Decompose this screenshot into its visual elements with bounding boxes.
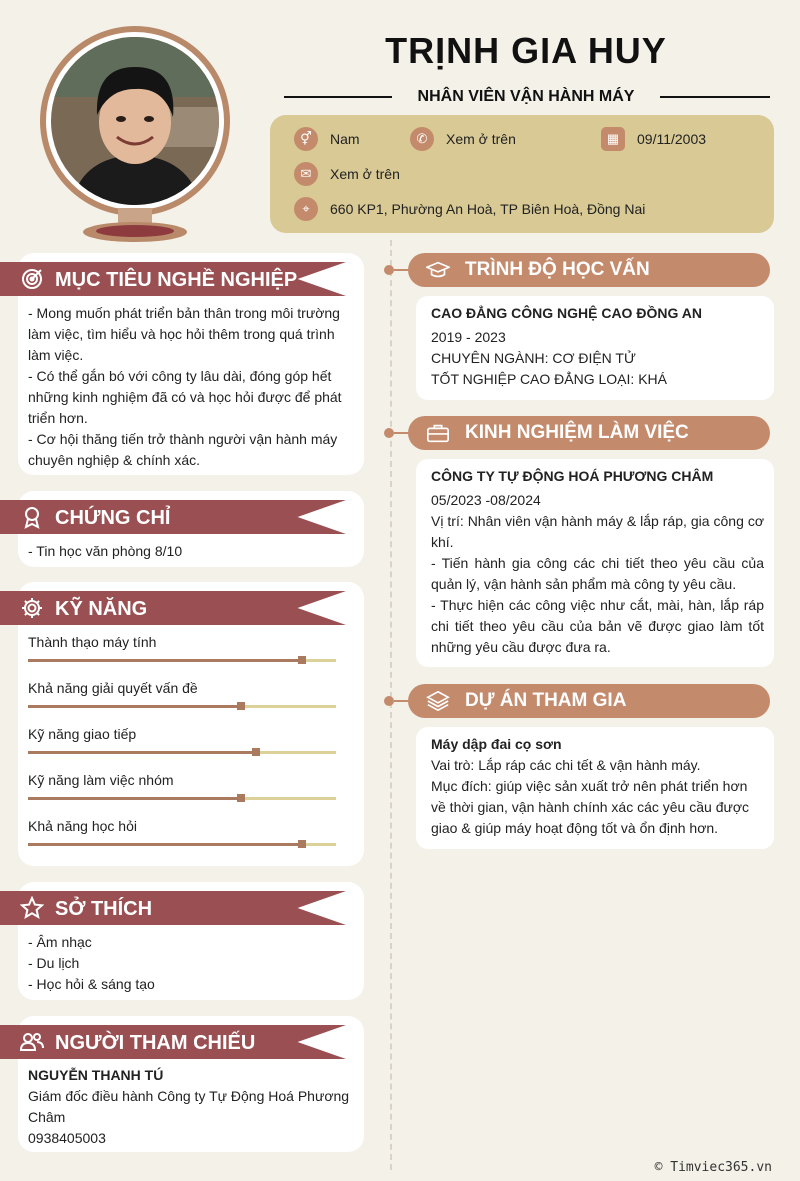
- reference-heading: NGƯỜI THAM CHIẾU: [55, 1032, 256, 1054]
- reference-details: [28, 1065, 358, 1149]
- footer-credit: © Timviec365.vn: [654, 1160, 772, 1175]
- layers-icon: [426, 689, 450, 713]
- text-line: làm việc.: [28, 347, 84, 363]
- project-role: Vai trò: Lắp ráp các chi tết & vận hành máy.: [431, 757, 701, 773]
- text-line: - Cơ hội thăng tiến trở thành người vận hành máy: [28, 431, 338, 447]
- avatar: [40, 26, 230, 244]
- skills-heading: KỸ NĂNG: [55, 598, 148, 620]
- education-period: 2019 - 2023: [431, 329, 506, 345]
- location-pin-icon: ⌖: [294, 197, 318, 221]
- award-icon: [18, 503, 46, 531]
- briefcase-icon: [426, 421, 450, 445]
- experience-position: Vị trí: Nhân viên vận hành máy & lắp ráp, gia công cơ khí.: [431, 513, 764, 550]
- skill-bar-fill: [28, 751, 256, 754]
- reference-role: Châm: [28, 1109, 66, 1125]
- experience-duty: - Tiến hành gia công các chi tiết theo yêu cầu của quản lý, vận hành sản phẩm mà công ty yêu cầu.: [431, 555, 764, 592]
- skill-label: Kỹ năng giao tiếp: [28, 726, 137, 742]
- phone-icon: ✆: [410, 127, 434, 151]
- star-icon: [18, 894, 46, 922]
- experience-header: [408, 416, 770, 450]
- job-title: NHÂN VIÊN VẬN HÀNH MÁY: [417, 88, 635, 105]
- skill-bar: [28, 797, 336, 800]
- users-icon: [18, 1028, 46, 1056]
- projects-header: [408, 684, 770, 718]
- timeline-dot: [384, 265, 394, 275]
- envelope-icon: ✉: [294, 162, 318, 186]
- skill-bar-knob: [298, 840, 306, 848]
- gear-icon: [18, 594, 46, 622]
- hobby-item: - Du lịch: [28, 955, 80, 971]
- objective-heading: MỤC TIÊU NGHỀ NGHIỆP: [55, 269, 298, 291]
- projects-card: [416, 727, 774, 849]
- school-name: CAO ĐẲNG CÔNG NGHỆ CAO ĐỒNG AN: [431, 305, 702, 321]
- skill-bar-knob: [298, 656, 306, 664]
- hobbies-list: [28, 932, 155, 995]
- skill-label: Thành thạo máy tính: [28, 634, 157, 650]
- email-item: [294, 162, 400, 186]
- timeline-dot: [384, 696, 394, 706]
- reference-role: Giám đốc điều hành Công ty Tự Động Hoá Phương: [28, 1088, 350, 1104]
- experience-heading: KINH NGHIỆM LÀM VIỆC: [465, 422, 689, 443]
- gender-icon: ⚥: [294, 127, 318, 151]
- birthday-value: 09/11/2003: [637, 131, 707, 147]
- skill-bar: [28, 659, 336, 662]
- gender-value: Nam: [330, 131, 360, 147]
- graduation-cap-icon: [426, 258, 450, 282]
- text-line: những kinh nghiệm đã có và học hỏi được để phát: [28, 389, 342, 405]
- objective-text: [28, 303, 358, 471]
- hobbies-heading: SỞ THÍCH: [55, 898, 153, 920]
- text-line: chuyên nghiệp & chính xác.: [28, 452, 201, 468]
- skill-bar-knob: [237, 702, 245, 710]
- reference-name: NGUYỄN THANH TÚ: [28, 1067, 164, 1083]
- experience-card: [416, 459, 774, 667]
- timeline-dot: [384, 428, 394, 438]
- contact-info-box: [270, 115, 774, 233]
- projects-heading: DỰ ÁN THAM GIA: [465, 690, 627, 711]
- skill-bar-knob: [252, 748, 260, 756]
- skill-bar: [28, 843, 336, 846]
- skills-banner: [0, 591, 346, 625]
- skill-bar-fill: [28, 797, 241, 800]
- education-header: [408, 253, 770, 287]
- address-value: 660 KP1, Phường An Hoà, TP Biên Hoà, Đồng Nai: [330, 201, 646, 217]
- skill-bar: [28, 751, 336, 754]
- calendar-icon: ▦: [601, 127, 625, 151]
- skill-bar-knob: [237, 794, 245, 802]
- target-icon: [18, 265, 46, 293]
- text-line: - Có thể gắn bó với công ty lâu dài, đóng góp hết: [28, 368, 332, 384]
- project-details: [431, 734, 764, 839]
- hobby-item: - Học hỏi & sáng tạo: [28, 976, 155, 992]
- skill-bar-fill: [28, 705, 241, 708]
- address-item: [294, 197, 645, 221]
- phone-value: Xem ở trên: [446, 131, 516, 147]
- skill-bar-fill: [28, 843, 302, 846]
- skill-label: Khả năng học hỏi: [28, 818, 137, 834]
- project-name: Máy dập đai cọ sơn: [431, 736, 562, 752]
- text-line: làm việc, tìm hiểu và học hỏi thêm trong quá trình: [28, 326, 335, 342]
- skill-label: Khả năng giải quyết vấn đề: [28, 680, 198, 696]
- skill-bar-fill: [28, 659, 302, 662]
- experience-duty: - Thực hiện các công việc như cắt, mài, hàn, lắp ráp chi tiết theo yêu cầu của bản vẽ được giao làm tốt những yêu cầu được đưa ra.: [431, 597, 764, 655]
- candidate-name: TRỊNH GIA HUY: [385, 30, 667, 71]
- education-result: TỐT NGHIỆP CAO ĐẲNG LOẠI: KHÁ: [431, 371, 667, 387]
- divider: [660, 96, 770, 98]
- birthday-item: [601, 127, 706, 151]
- education-details: [431, 303, 764, 390]
- company-name: CÔNG TY TỰ ĐỘNG HOÁ PHƯƠNG CHÂM: [431, 468, 714, 484]
- project-purpose: Mục đích: giúp việc sản xuất trở nên phát triển hơn về thời gian, vận hành chính xác các yêu cầu được giao & giúp máy hoạt động tốt và ổn định hơn.: [431, 778, 750, 836]
- text-line: triển hơn.: [28, 410, 88, 426]
- hobbies-banner: [0, 891, 346, 925]
- skill-label: Kỹ năng làm việc nhóm: [28, 772, 174, 788]
- text-line: - Mong muốn phát triển bản thân trong môi trường: [28, 305, 340, 321]
- education-card: [416, 296, 774, 400]
- phone-item: [410, 127, 516, 151]
- experience-details: [431, 466, 764, 658]
- hobby-item: - Âm nhạc: [28, 934, 92, 950]
- education-heading: TRÌNH ĐỘ HỌC VẤN: [465, 259, 650, 280]
- email-value: Xem ở trên: [330, 166, 400, 182]
- experience-period: 05/2023 -08/2024: [431, 492, 541, 508]
- certificates-banner: [0, 500, 346, 534]
- certificate-item: - Tin học văn phòng 8/10: [28, 543, 183, 559]
- education-major: CHUYÊN NGÀNH: CƠ ĐIỆN TỬ: [431, 350, 636, 366]
- job-title-row: [280, 86, 772, 108]
- gender-item: [294, 127, 360, 151]
- reference-phone: 0938405003: [28, 1130, 106, 1146]
- skill-bar: [28, 705, 336, 708]
- certificates-heading: CHỨNG CHỈ: [55, 507, 171, 529]
- profile-photo: [51, 37, 219, 205]
